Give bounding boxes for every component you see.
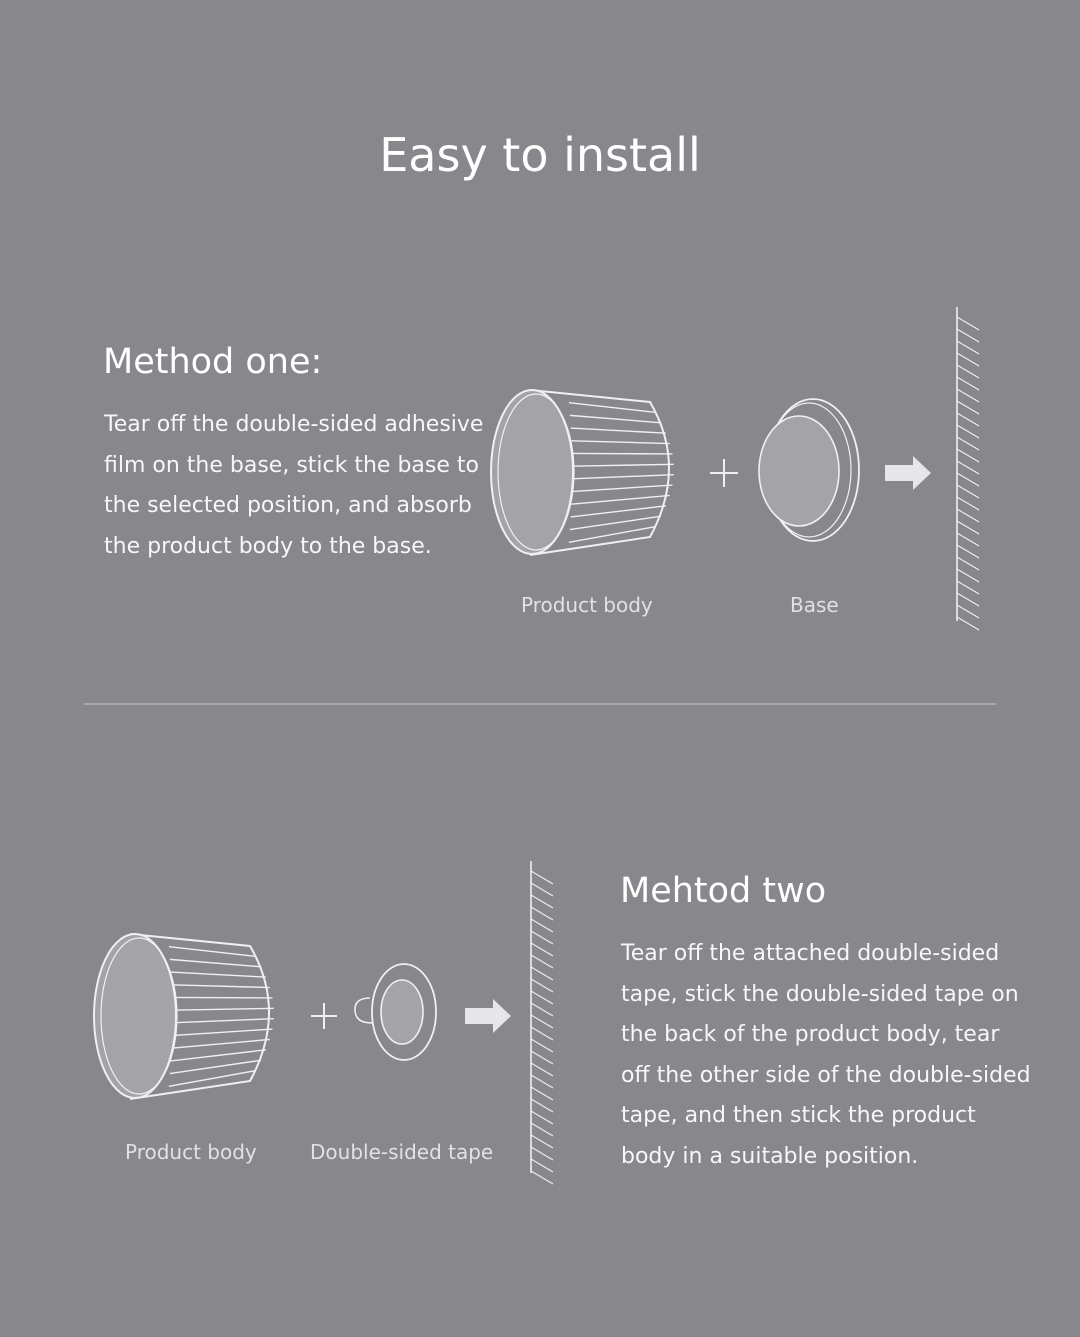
base-label: Base <box>790 593 839 617</box>
description-line: Tear off the attached double-sided <box>621 941 1000 966</box>
wall-icon <box>952 307 982 621</box>
description-line: Tear off the double-sided adhesive <box>104 412 484 437</box>
description-line: the back of the product body, tear <box>621 1022 1000 1047</box>
method-one-description <box>104 405 484 567</box>
cylinder-product-icon <box>90 929 295 1109</box>
wall-icon <box>526 861 556 1173</box>
description-line: the selected position, and absorb <box>104 493 472 518</box>
method-one-title: Method one: <box>103 342 323 382</box>
plus-icon <box>311 1003 337 1029</box>
plus-icon <box>710 459 738 487</box>
cylinder-product-icon <box>490 385 695 565</box>
base-icon <box>756 395 864 545</box>
description-line: tape, and then stick the product <box>621 1103 976 1128</box>
double-sided-tape-label: Double-sided tape <box>310 1140 494 1164</box>
arrow-right-icon <box>465 999 512 1033</box>
description-line: body in a suitable position. <box>621 1143 919 1169</box>
description-line: film on the base, stick the base to <box>104 452 479 478</box>
section-divider <box>84 703 996 705</box>
description-line: the product body to the base. <box>104 533 432 559</box>
product-body-label: Product body <box>521 593 653 617</box>
tape-icon <box>352 961 442 1065</box>
description-line: tape, stick the double-sided tape on <box>621 981 1019 1007</box>
product-body-label: Product body <box>125 1140 257 1164</box>
method-two-title: Mehtod two <box>620 871 827 911</box>
page-title: Easy to install <box>379 128 701 182</box>
description-line: off the other side of the double-sided <box>621 1062 1031 1088</box>
arrow-right-icon <box>885 456 932 490</box>
method-two-description <box>621 934 1061 1177</box>
